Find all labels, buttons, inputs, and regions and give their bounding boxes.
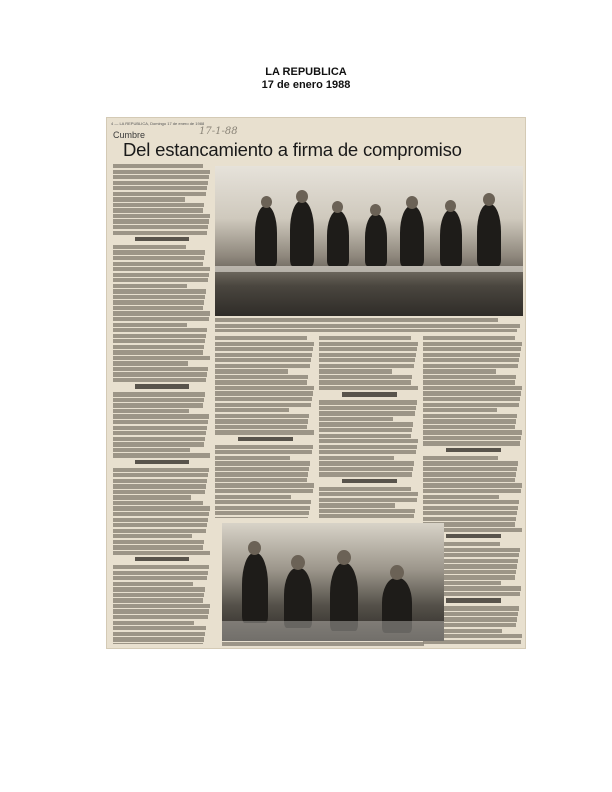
- text-line: [113, 208, 203, 212]
- article-headline: Del estancamiento a firma de compromiso: [123, 139, 462, 160]
- archive-header: [0, 66, 612, 92]
- signing-photo-bottom: [222, 523, 444, 641]
- text-line: [113, 426, 207, 430]
- handwritten-date: 17-1-88: [199, 126, 238, 137]
- summit-photo-top: [215, 166, 523, 316]
- text-line: [215, 450, 312, 454]
- text-line: [319, 492, 418, 496]
- text-line: [423, 397, 520, 401]
- text-line: [319, 358, 415, 362]
- text-line: [222, 642, 424, 646]
- text-line: [319, 428, 412, 432]
- subhead-block: [113, 237, 211, 243]
- text-line: [423, 500, 519, 504]
- text-line: [113, 367, 208, 371]
- text-line: [319, 380, 411, 384]
- text-line: [319, 509, 415, 513]
- text-line: [113, 262, 203, 266]
- text-line: [319, 406, 416, 410]
- text-line: [113, 339, 205, 343]
- text-line: [423, 472, 516, 476]
- text-line: [319, 445, 417, 449]
- text-line: [423, 495, 499, 499]
- text-line: [423, 425, 515, 429]
- text-line: [113, 175, 209, 179]
- clipping-date: 17 de enero 1988: [261, 79, 351, 91]
- text-line: [113, 615, 208, 619]
- text-line: [113, 323, 187, 327]
- text-line: [215, 425, 307, 429]
- text-line: [113, 273, 209, 277]
- text-line: [423, 478, 515, 482]
- text-line: [113, 414, 209, 418]
- text-line: [423, 369, 496, 373]
- text-line: [423, 358, 519, 362]
- text-line: [113, 398, 204, 402]
- text-line: [113, 626, 206, 630]
- text-line: [113, 518, 208, 522]
- text-line: [319, 386, 418, 390]
- photo-caption-bottom: [222, 642, 442, 648]
- text-line: [215, 472, 308, 476]
- text-column-left: [113, 164, 211, 644]
- text-line: [423, 506, 518, 510]
- text-line: [215, 364, 310, 368]
- text-line: [113, 453, 210, 457]
- text-line: [113, 587, 205, 591]
- text-line: [423, 342, 522, 346]
- text-line: [113, 448, 190, 452]
- text-line: [113, 203, 204, 207]
- text-line: [423, 461, 518, 465]
- text-column-2: [215, 336, 315, 518]
- text-line: [113, 565, 209, 569]
- text-line: [215, 506, 310, 510]
- text-line: [113, 632, 205, 636]
- text-line: [215, 353, 312, 357]
- text-line: [215, 369, 288, 373]
- text-line: [113, 621, 194, 625]
- text-line: [113, 403, 203, 407]
- subhead-block: [319, 392, 419, 398]
- subhead-block: [215, 437, 315, 443]
- text-line: [113, 284, 187, 288]
- text-line: [113, 289, 206, 293]
- subhead-block: [113, 557, 211, 563]
- text-line: [423, 380, 515, 384]
- text-line: [113, 473, 208, 477]
- text-line: [423, 375, 516, 379]
- text-line: [319, 364, 414, 368]
- text-line: [423, 403, 519, 407]
- text-line: [113, 643, 203, 644]
- text-line: [423, 419, 516, 423]
- text-line: [113, 328, 207, 332]
- text-line: [113, 372, 207, 376]
- text-line: [113, 350, 203, 354]
- text-line: [423, 511, 517, 515]
- text-line: [319, 450, 416, 454]
- text-line: [215, 318, 498, 322]
- text-line: [319, 369, 392, 373]
- subhead-block: [423, 448, 523, 454]
- text-line: [423, 364, 518, 368]
- text-line: [113, 609, 209, 613]
- text-line: [423, 467, 517, 471]
- text-line: [113, 181, 208, 185]
- text-line: [113, 186, 207, 190]
- text-line: [423, 441, 520, 445]
- text-line: [113, 468, 209, 472]
- text-line: [113, 245, 186, 249]
- text-line: [113, 604, 210, 608]
- subhead-block: [113, 384, 211, 390]
- text-line: [215, 347, 313, 351]
- text-line: [113, 306, 203, 310]
- text-line: [113, 197, 185, 201]
- text-line: [215, 329, 517, 332]
- page-masthead: 4 — LA REPUBLICA, Domingo 17 de enero de 1988: [111, 121, 205, 126]
- text-line: [215, 380, 307, 384]
- text-line: [215, 408, 289, 412]
- text-line: [319, 422, 413, 426]
- text-line: [423, 386, 522, 390]
- text-line: [423, 489, 521, 493]
- text-line: [113, 571, 208, 575]
- text-line: [215, 500, 311, 504]
- text-line: [423, 517, 516, 521]
- text-line: [319, 411, 415, 415]
- text-line: [423, 336, 515, 340]
- text-line: [215, 397, 312, 401]
- subhead-block: [319, 479, 419, 485]
- section-kicker: Cumbre: [113, 130, 146, 140]
- text-line: [319, 514, 414, 518]
- text-line: [215, 324, 520, 328]
- text-line: [113, 540, 204, 544]
- text-line: [113, 484, 206, 488]
- text-line: [319, 467, 413, 471]
- text-line: [319, 439, 418, 443]
- text-line: [215, 489, 313, 493]
- text-line: [319, 498, 417, 502]
- text-line: [113, 334, 206, 338]
- text-line: [113, 523, 207, 527]
- text-line: [113, 512, 209, 516]
- text-line: [113, 219, 209, 223]
- text-line: [319, 353, 416, 357]
- text-line: [215, 483, 314, 487]
- text-line: [215, 414, 309, 418]
- text-line: [113, 345, 204, 349]
- text-line: [113, 637, 204, 641]
- text-line: [423, 353, 520, 357]
- text-line: [113, 534, 192, 538]
- text-line: [215, 358, 311, 362]
- text-line: [113, 479, 207, 483]
- text-line: [215, 467, 309, 471]
- text-line: [113, 256, 204, 260]
- text-line: [423, 391, 521, 395]
- text-line: [319, 347, 417, 351]
- text-line: [113, 164, 203, 168]
- text-line: [113, 278, 208, 282]
- text-line: [423, 436, 521, 440]
- text-line: [113, 551, 210, 555]
- text-line: [423, 483, 522, 487]
- text-line: [423, 347, 521, 351]
- text-line: [113, 192, 206, 196]
- text-line: [113, 378, 206, 382]
- text-line: [113, 598, 203, 602]
- text-line: [113, 392, 205, 396]
- text-line: [113, 501, 203, 505]
- text-line: [113, 231, 207, 235]
- text-line: [113, 300, 204, 304]
- text-column-3: [319, 336, 419, 518]
- text-line: [215, 456, 290, 460]
- text-line: [113, 356, 210, 360]
- text-line: [113, 295, 205, 299]
- text-line: [113, 576, 207, 580]
- text-line: [215, 403, 311, 407]
- text-line: [113, 495, 191, 499]
- text-line: [215, 517, 308, 518]
- text-line: [113, 225, 208, 229]
- text-line: [113, 490, 205, 494]
- text-line: [319, 375, 412, 379]
- text-line: [319, 336, 411, 340]
- text-line: [113, 170, 210, 174]
- text-line: [215, 478, 307, 482]
- text-line: [113, 442, 204, 446]
- text-line: [215, 461, 310, 465]
- text-line: [423, 414, 517, 418]
- text-line: [113, 250, 205, 254]
- text-line: [113, 545, 203, 549]
- text-line: [113, 529, 206, 533]
- text-line: [113, 214, 210, 218]
- text-line: [113, 431, 206, 435]
- text-line: [319, 456, 394, 460]
- text-line: [113, 311, 210, 315]
- newspaper-name: LA REPUBLICA: [265, 66, 347, 78]
- text-line: [215, 336, 307, 340]
- text-line: [423, 408, 497, 412]
- text-line: [319, 487, 411, 491]
- photo-caption-top: [215, 318, 523, 332]
- text-line: [113, 409, 189, 413]
- text-line: [423, 456, 498, 460]
- text-line: [113, 317, 209, 321]
- text-line: [113, 420, 208, 424]
- text-line: [319, 342, 418, 346]
- text-line: [113, 593, 204, 597]
- text-line: [319, 472, 412, 476]
- text-line: [215, 430, 314, 434]
- text-line: [113, 267, 210, 271]
- text-line: [423, 430, 522, 434]
- text-line: [113, 582, 193, 586]
- text-line: [215, 419, 308, 423]
- text-line: [113, 361, 188, 365]
- text-line: [215, 342, 314, 346]
- text-line: [215, 495, 291, 499]
- text-line: [319, 400, 417, 404]
- subhead-block: [113, 460, 211, 466]
- text-line: [215, 375, 308, 379]
- text-line: [319, 434, 411, 438]
- text-line: [319, 461, 414, 465]
- text-line: [215, 445, 313, 449]
- text-line: [319, 417, 393, 421]
- text-line: [319, 503, 395, 507]
- newspaper-clipping: [107, 118, 525, 648]
- text-line: [215, 391, 313, 395]
- text-line: [113, 437, 205, 441]
- text-line: [215, 386, 314, 390]
- text-line: [215, 511, 309, 515]
- text-line: [113, 506, 210, 510]
